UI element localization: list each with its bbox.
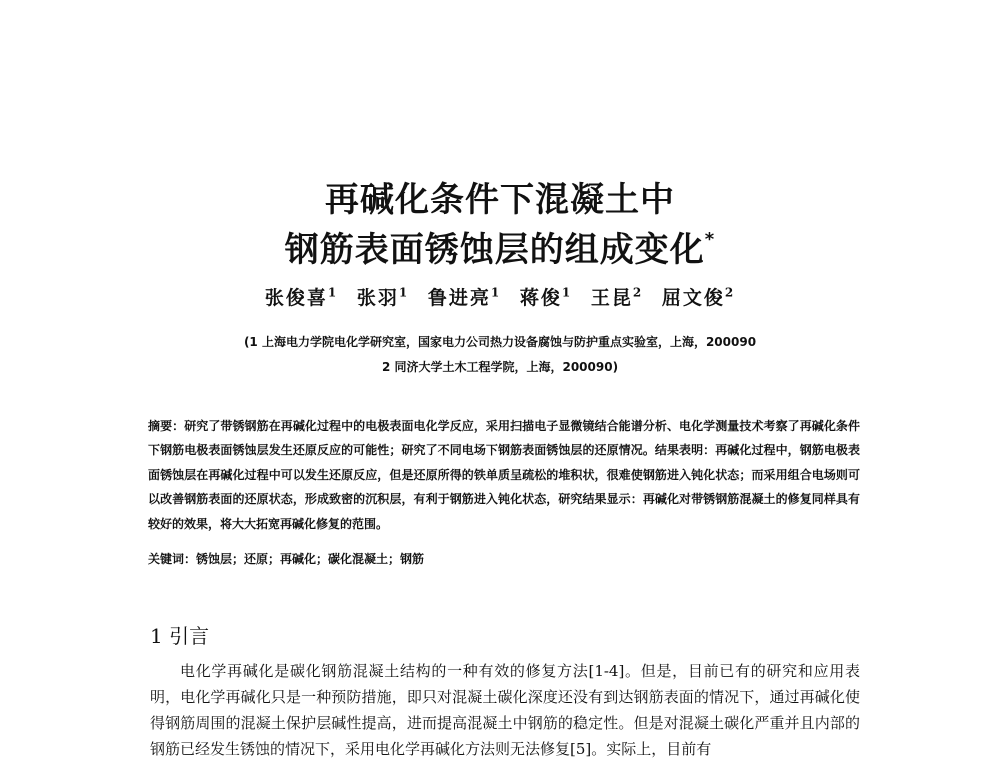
section-number: 1: [150, 624, 163, 648]
author: 鲁进亮$^1$: [427, 285, 502, 309]
paragraph: 电化学再碱化是碳化钢筋混凝土结构的一种有效的修复方法[1-4]。但是，目前已有的研究和应用表明，电化学再碱化只是一种预防措施，即只对混凝土碳化深度还没有到达钢筋表面的情况下，通过再碱化使得钢筋周围的混凝土保护层碱性提高，进而提高混凝土中钢筋的稳定性。但是对混凝土碳化严重并且内部的钢筋已经发生锈蚀的情况下，采用电化学再碱化方法则无法修复[5]。实际上，目前有: [150, 662, 860, 758]
title-footnote-marker: *: [704, 228, 716, 250]
affiliation-marker: 2: [632, 285, 644, 300]
title-line-1: [0, 172, 1000, 221]
section-title: 引言: [169, 624, 210, 648]
author: 王昆$^2$: [590, 285, 644, 309]
section-heading: [150, 620, 209, 649]
author: 屈文俊$^2$: [661, 285, 736, 309]
affiliation-marker: 1: [561, 285, 573, 300]
keywords-label: 关键词：: [148, 552, 197, 566]
keywords: [148, 550, 860, 567]
abstract-label: 摘要：: [148, 419, 185, 433]
abstract-text: 研究了带锈钢筋在再碱化过程中的电极表面电化学反应，采用扫描电子显微镜结合能谱分析、电化学测量技术考察了再碱化条件下钢筋电极表面锈蚀层发生还原反应的可能性；研究了不同电场下钢筋表面锈蚀层的还原情况。结果表明：再碱化过程中，钢筋电极表面锈蚀层在再碱化过程中可以发生还原反应，但是还原所得的铁单质呈疏松的堆积状，很难使钢筋进入钝化状态；而采用组合电场则可以改善钢筋表面的还原状态，形成致密的沉积层，有利于钢筋进入钝化状态，研究结果显示：再碱化对带锈钢筋混凝土的修复同样具有较好的效果，将大大拓宽再碱化修复的范围。: [148, 419, 860, 531]
author: 张羽$^1$: [356, 285, 410, 309]
affiliation-marker: 1: [398, 285, 410, 300]
author: 张俊喜$^1$: [264, 285, 339, 309]
author: 蒋俊$^1$: [519, 285, 573, 309]
abstract: [148, 414, 860, 536]
title-line-2: [0, 222, 1000, 271]
body-text: [150, 658, 860, 760]
affiliation-marker: 1: [327, 285, 339, 300]
author-list: [0, 283, 1000, 310]
affiliation-marker: 2: [724, 285, 736, 300]
title-line-1-text: 再碱化条件下混凝土中: [325, 180, 675, 220]
title-line-2-text: 钢筋表面锈蚀层的组成变化: [284, 230, 705, 270]
affiliation-line-1: (1 上海电力学院电化学研究室，国家电力公司热力设备腐蚀与防护重点实验室，上海，200090: [243, 335, 757, 349]
affiliation-marker: 1: [490, 285, 502, 300]
affiliation-line-2: 2 同济大学土木工程学院，上海，200090): [381, 360, 619, 374]
keywords-text: 锈蚀层；还原；再碱化；碳化混凝土；钢筋: [196, 552, 425, 566]
